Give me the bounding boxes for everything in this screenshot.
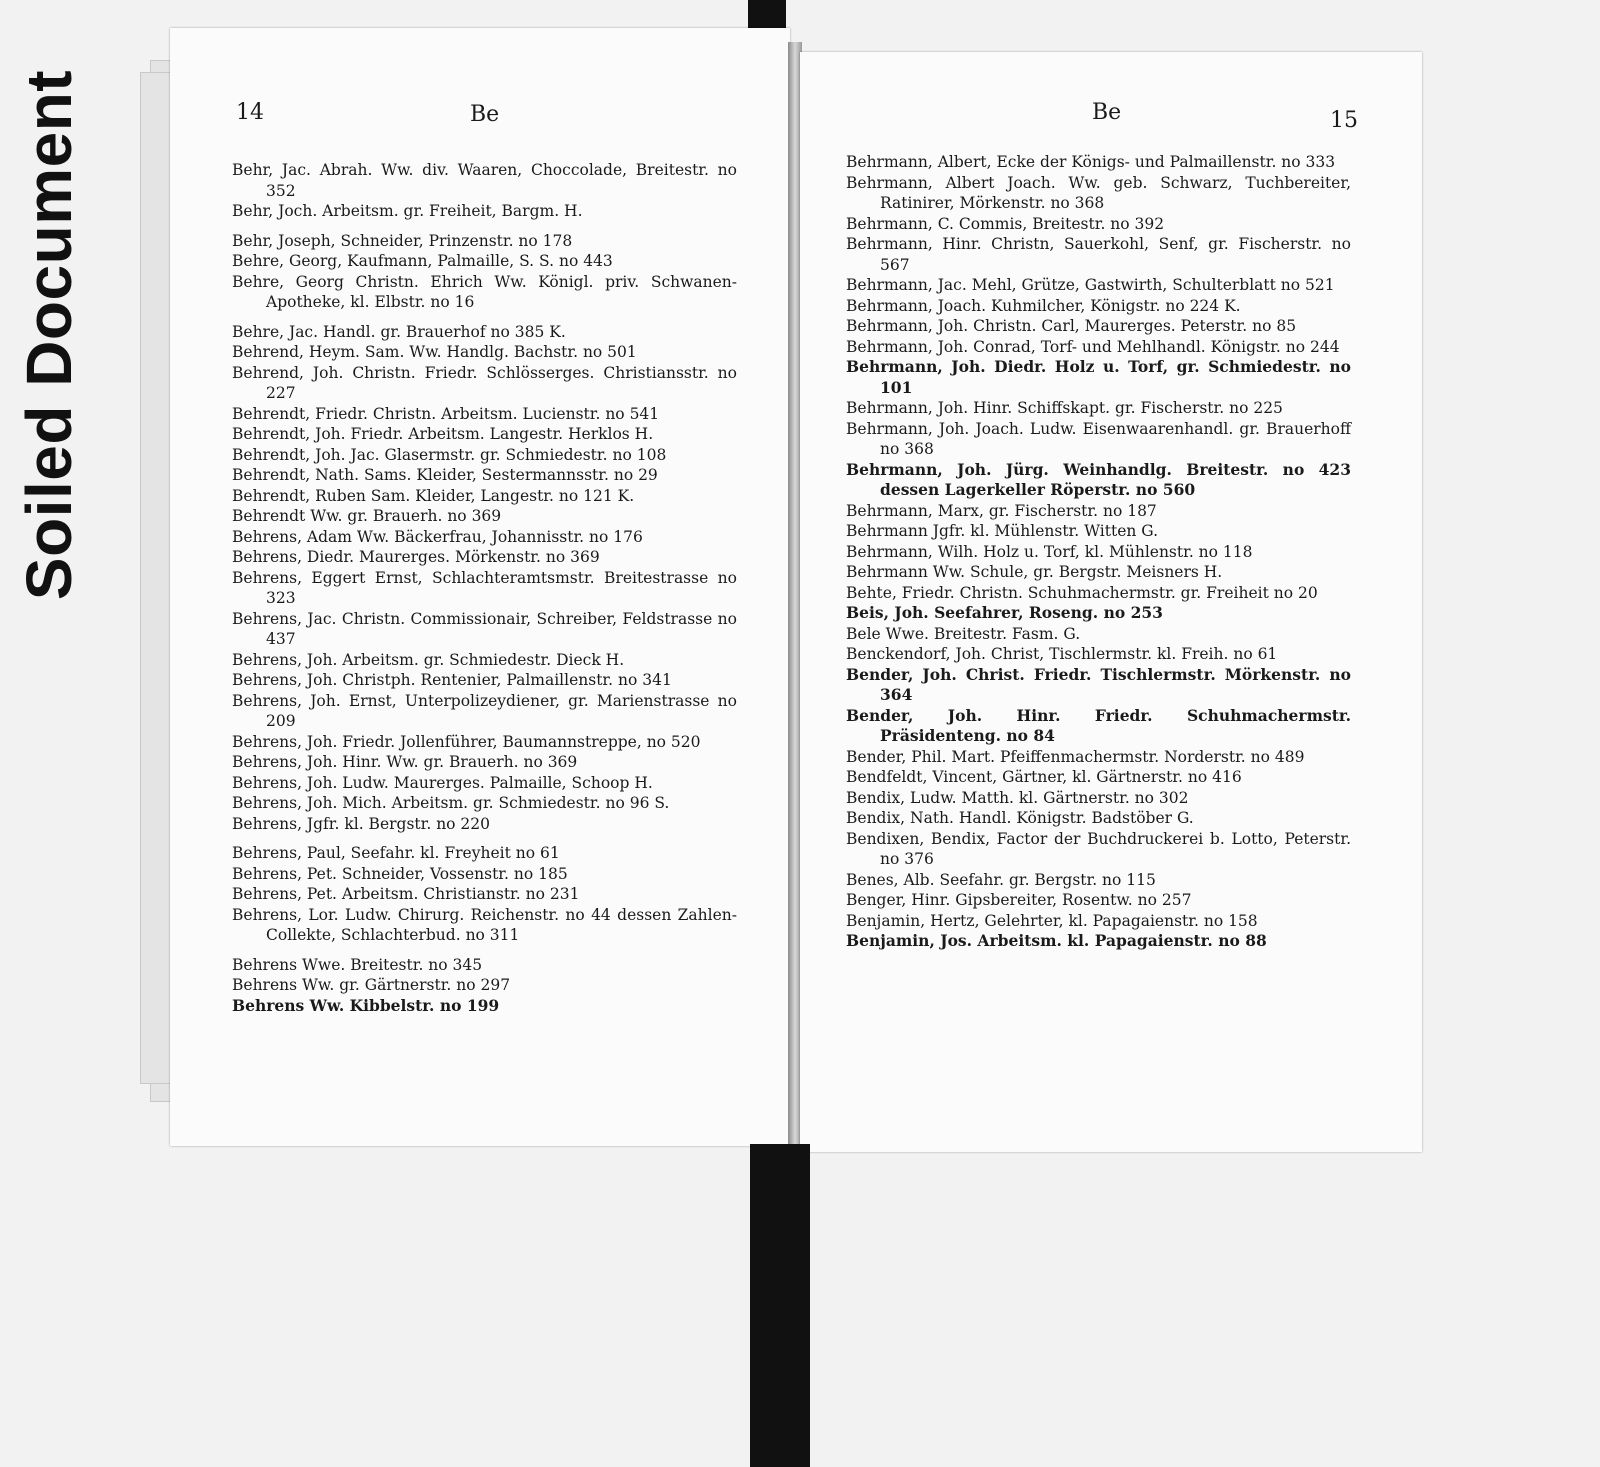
directory-entry: Behrens Ww. Kibbelstr. no 199 xyxy=(232,995,500,1015)
directory-entry: Bele Wwe. Breitestr. Fasm. G. xyxy=(846,624,1081,643)
directory-entry: Behrmann, Jac. Mehl, Grütze, Gastwirth, Schulterblatt no 521 xyxy=(846,276,1335,294)
directory-entry: Behrendt Ww. gr. Brauerh. no 369 xyxy=(232,507,502,525)
directory-entry: Behrmann, Joh. Conrad, Torf- und Mehlhandl. Königstr. no 244 xyxy=(846,337,1340,356)
right-page-number: 15 xyxy=(1330,108,1358,133)
directory-entry: Bendixen, Bendix, Factor der Buchdruckerei b. Lotto, Peterstr. no 376 xyxy=(846,829,1351,868)
directory-entry: Behrens, Pet. Schneider, Vossenstr. no 185 xyxy=(232,864,568,883)
directory-entry: Benes, Alb. Seefahr. gr. Bergstr. no 115 xyxy=(846,870,1156,889)
left-running-head: Be xyxy=(470,102,500,127)
right-running-head: Be xyxy=(1092,100,1122,125)
directory-entry: Behrens, Adam Ww. Bäckerfrau, Johannisstr. no 176 xyxy=(232,527,643,546)
directory-entry: Behre, Jac. Handl. gr. Brauerhof no 385 K. xyxy=(232,322,566,341)
directory-entry: Benjamin, Hertz, Gelehrter, kl. Papagaienstr. no 158 xyxy=(846,911,1258,930)
directory-entry: Behre, Georg, Kaufmann, Palmaille, S. S. no 443 xyxy=(232,252,613,270)
directory-entry: Behte, Friedr. Christn. Schuhmachermstr. gr. Freiheit no 20 xyxy=(846,583,1318,602)
directory-entry: Behrmann, Joh. Hinr. Schiffskapt. gr. Fischerstr. no 225 xyxy=(846,399,1283,417)
directory-entry: Behre, Georg Christn. Ehrich Ww. Königl. priv. Schwanen-Apotheke, kl. Elbstr. no 16 xyxy=(232,272,737,311)
directory-entry: Bendix, Nath. Handl. Königstr. Badstöber G. xyxy=(846,809,1194,827)
directory-entry: Behr, Jac. Abrah. Ww. div. Waaren, Choccolade, Breitestr. no 352 xyxy=(232,161,737,200)
directory-entry: Bendfeldt, Vincent, Gärtner, kl. Gärtnerstr. no 416 xyxy=(846,768,1242,786)
directory-entry: Benckendorf, Joh. Christ, Tischlermstr. kl. Freih. no 61 xyxy=(846,645,1278,663)
left-entry-list xyxy=(232,160,737,1016)
directory-entry: Behrens, Diedr. Maurerges. Mörkenstr. no 369 xyxy=(232,548,600,566)
directory-entry: Behrmann, Albert, Ecke der Königs- und Palmaillenstr. no 333 xyxy=(846,153,1336,171)
directory-entry: Behrmann, Marx, gr. Fischerstr. no 187 xyxy=(846,501,1157,520)
directory-entry: Behrens, Jac. Christn. Commissionair, Schreiber, Feldstrasse no 437 xyxy=(232,609,737,648)
directory-entry: Behrens, Joh. Ernst, Unterpolizeydiener, gr. Marienstrasse no 209 xyxy=(232,691,737,730)
directory-entry: Behrendt, Nath. Sams. Kleider, Sestermannsstr. no 29 xyxy=(232,466,658,484)
right-page xyxy=(800,52,1422,1152)
directory-entry: Beis, Joh. Seefahrer, Roseng. no 253 xyxy=(846,603,1163,622)
directory-entry: Behrens, Pet. Arbeitsm. Christianstr. no 231 xyxy=(232,885,580,903)
directory-entry: Benjamin, Jos. Arbeitsm. kl. Papagaienstr. no 88 xyxy=(846,931,1267,950)
directory-entry: Behrens, Paul, Seefahr. kl. Freyheit no 61 xyxy=(232,844,560,862)
directory-entry: Behrens, Jgfr. kl. Bergstr. no 220 xyxy=(232,814,491,833)
directory-entry: Behrmann, Hinr. Christn, Sauerkohl, Senf, gr. Fischerstr. no 567 xyxy=(846,235,1351,274)
directory-entry: Behrmann, Joach. Kuhmilcher, Königstr. no 224 K. xyxy=(846,296,1241,315)
directory-entry: Behrens, Joh. Mich. Arbeitsm. gr. Schmiedestr. no 96 S. xyxy=(232,794,670,812)
directory-entry: Behrens, Lor. Ludw. Chirurg. Reichenstr. no 44 dessen Zahlen-Collekte, Schlachterbud. no 311 xyxy=(232,905,737,944)
directory-entry: Behrmann, Albert Joach. Ww. geb. Schwarz, Tuchbereiter, Ratinirer, Mörkenstr. no 368 xyxy=(846,173,1351,212)
directory-entry: Behrens Ww. gr. Gärtnerstr. no 297 xyxy=(232,976,511,994)
directory-entry: Benger, Hinr. Gipsbereiter, Rosentw. no 257 xyxy=(846,891,1192,909)
directory-entry: Behrens, Joh. Christph. Rentenier, Palmaillenstr. no 341 xyxy=(232,671,672,689)
directory-entry: Behrmann, Joh. Diedr. Holz u. Torf, gr. Schmiedestr. no 101 xyxy=(846,357,1351,397)
left-page-number: 14 xyxy=(236,100,264,125)
directory-entry: Behrendt, Friedr. Christn. Arbeitsm. Lucienstr. no 541 xyxy=(232,404,660,423)
directory-entry: Behrmann, Joh. Jürg. Weinhandlg. Breitestr. no 423 dessen Lagerkeller Röperstr. no 560 xyxy=(846,459,1351,499)
directory-entry: Behrend, Heym. Sam. Ww. Handlg. Bachstr. no 501 xyxy=(232,343,637,361)
directory-entry: Behr, Joseph, Schneider, Prinzenstr. no 178 xyxy=(232,231,573,250)
spine-shadow-bottom xyxy=(750,1144,810,1467)
directory-entry: Behrmann, Wilh. Holz u. Torf, kl. Mühlenstr. no 118 xyxy=(846,542,1253,561)
directory-entry: Behrens Wwe. Breitestr. no 345 xyxy=(232,955,483,974)
directory-entry: Bendix, Ludw. Matth. kl. Gärtnerstr. no 302 xyxy=(846,788,1189,807)
directory-entry: Behrmann Ww. Schule, gr. Bergstr. Meisners H. xyxy=(846,563,1223,581)
right-entry-list xyxy=(846,152,1351,952)
directory-entry: Behrmann, Joh. Joach. Ludw. Eisenwaarenhandl. gr. Brauerhoff no 368 xyxy=(846,419,1351,458)
directory-entry: Behrens, Joh. Ludw. Maurerges. Palmaille, Schoop H. xyxy=(232,773,653,792)
directory-entry: Behr, Joch. Arbeitsm. gr. Freiheit, Bargm. H. xyxy=(232,202,583,220)
directory-entry: Behrend, Joh. Christn. Friedr. Schlösserges. Christiansstr. no 227 xyxy=(232,363,737,402)
directory-entry: Behrens, Eggert Ernst, Schlachteramtsmstr. Breitestrasse no 323 xyxy=(232,568,737,607)
directory-entry: Behrmann Jgfr. kl. Mühlenstr. Witten G. xyxy=(846,522,1159,540)
directory-entry: Bender, Joh. Christ. Friedr. Tischlermstr. Mörkenstr. no 364 xyxy=(846,664,1351,704)
directory-entry: Behrens, Joh. Arbeitsm. gr. Schmiedestr. Dieck H. xyxy=(232,650,625,669)
directory-entry: Behrens, Joh. Friedr. Jollenführer, Baumannstreppe, no 520 xyxy=(232,732,701,751)
directory-entry: Behrmann, Joh. Christn. Carl, Maurerges. Peterstr. no 85 xyxy=(846,317,1297,335)
directory-entry: Behrendt, Joh. Jac. Glasermstr. gr. Schmiedestr. no 108 xyxy=(232,445,667,464)
directory-entry: Bender, Joh. Hinr. Friedr. Schuhmachermstr. Präsidenteng. no 84 xyxy=(846,705,1351,745)
directory-entry: Behrendt, Joh. Friedr. Arbeitsm. Langestr. Herklos H. xyxy=(232,425,654,443)
directory-entry: Bender, Phil. Mart. Pfeiffenmachermstr. Norderstr. no 489 xyxy=(846,747,1305,766)
left-page xyxy=(170,28,790,1146)
directory-entry: Behrens, Joh. Hinr. Ww. gr. Brauerh. no 369 xyxy=(232,753,578,771)
stamp-label: Soiled Document xyxy=(13,69,85,601)
directory-entry: Behrendt, Ruben Sam. Kleider, Langestr. no 121 K. xyxy=(232,486,635,505)
directory-entry: Behrmann, C. Commis, Breitestr. no 392 xyxy=(846,214,1165,233)
